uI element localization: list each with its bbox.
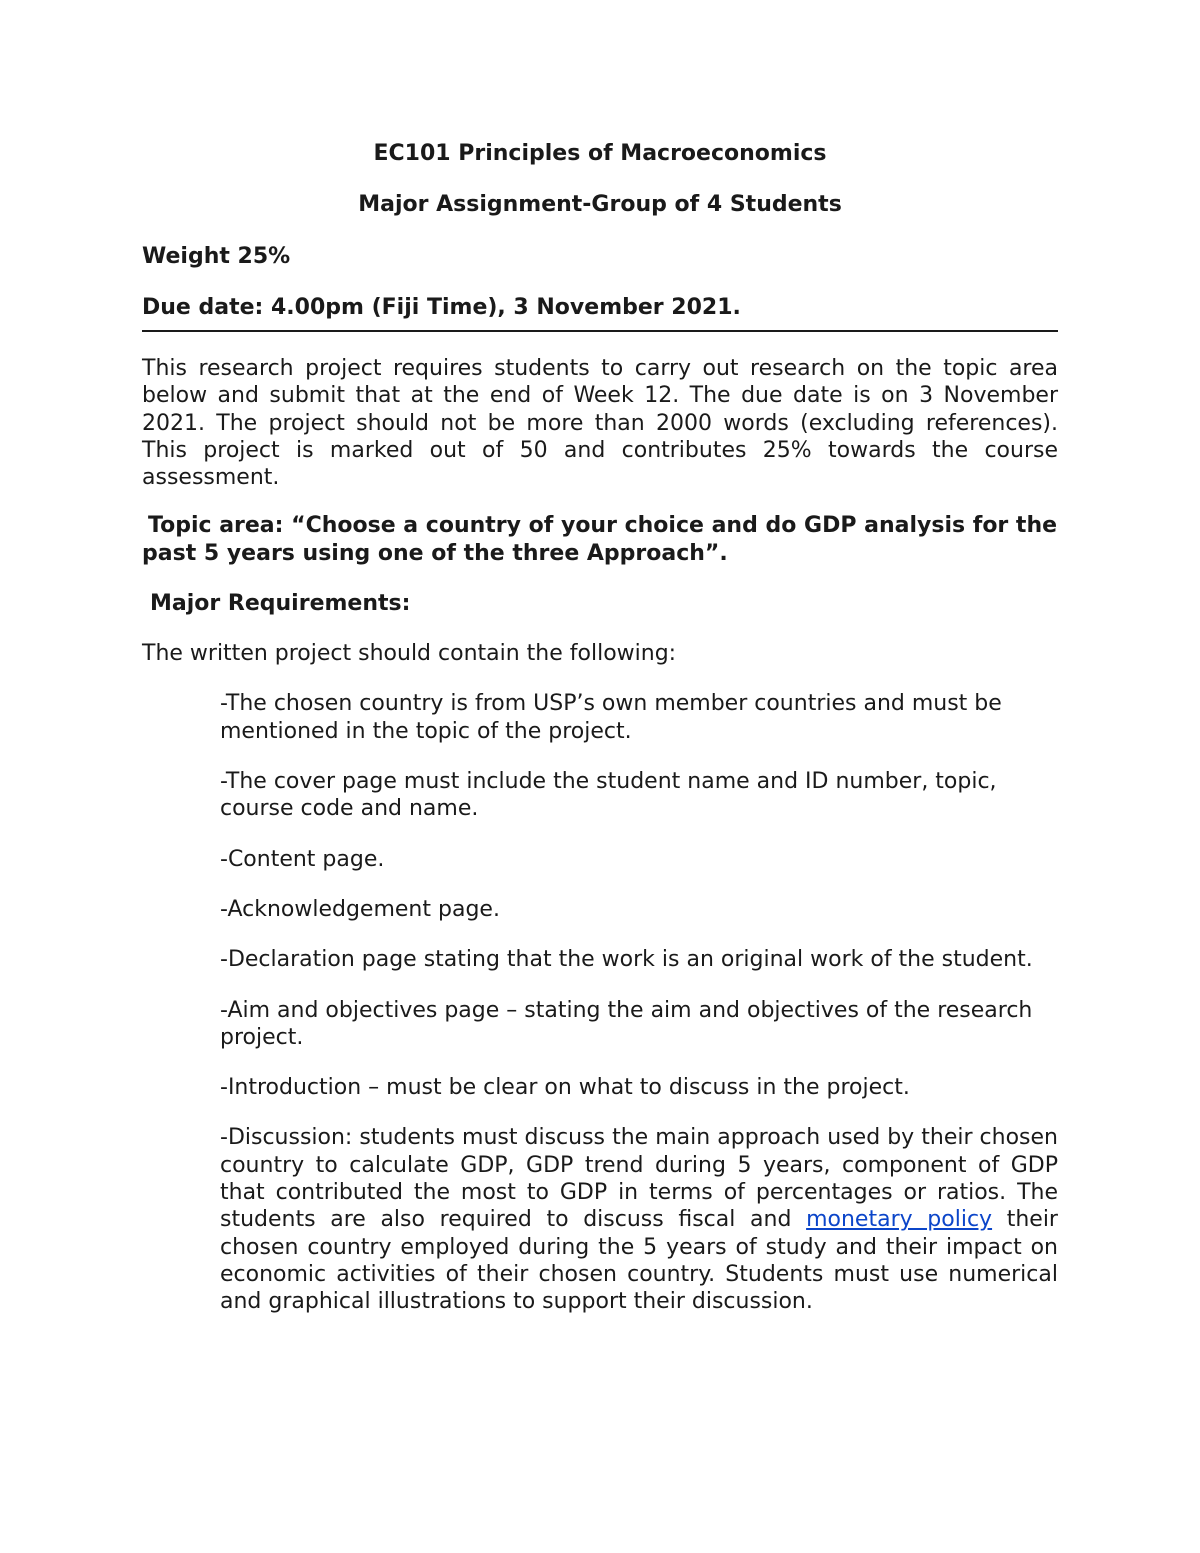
- list-item: -Content page.: [220, 846, 385, 872]
- discussion-item: [220, 1124, 1058, 1315]
- list-item: -Introduction – must be clear on what to discuss in the project.: [220, 1075, 910, 1101]
- requirements-list: [142, 690, 1058, 1315]
- discussion-text-end: their chosen country employed during the 5 years of study and their impact on economic activities of their chosen country. Students must use numerical and graphical illustrations to support their discussion.: [220, 1207, 1058, 1315]
- document-page: [142, 138, 1058, 1339]
- due-date: Due date: 4.00pm (Fiji Time), 3 November 2021.: [142, 292, 1058, 332]
- list-item: -Declaration page stating that the work is an original work of the student.: [220, 947, 1033, 973]
- topic-area: Topic area: “Choose a country of your choice and do GDP analysis for the past 5 years using one of the three Approach”.: [142, 513, 1058, 567]
- intro-paragraph: This research project requires students to carry out research on the topic area below and submit that at the end of Week 12. The due date is on 3 November 2021. The project should not be more than 2000 words (excluding references). This project is marked out of 50 and contributes 25% towards the course assessment.: [142, 356, 1058, 491]
- list-item: -Acknowledgement page.: [220, 896, 500, 922]
- monetary-policy-link[interactable]: monetary policy: [806, 1207, 993, 1233]
- list-item: -The chosen country is from USP’s own member countries and must be mentioned in the topic of the project.: [220, 691, 1002, 744]
- weight-label: Weight 25%: [142, 244, 291, 269]
- requirements-lead: The written project should contain the following:: [142, 641, 677, 667]
- assignment-title: Major Assignment-Group of 4 Students: [358, 192, 842, 217]
- requirements-heading: Major Requirements:: [150, 591, 411, 617]
- list-item: -The cover page must include the student name and ID number, topic, course code and name.: [220, 769, 997, 822]
- discussion-text-start: -Discussion: students must discuss the main approach used by their chosen country to calculate GDP, GDP trend during 5 years, component of GDP that contributed the most to GDP in terms of percentages or ratios. The students are also required to discuss fiscal and: [220, 1125, 1058, 1233]
- course-title: EC101 Principles of Macroeconomics: [373, 141, 827, 166]
- list-item: -Aim and objectives page – stating the aim and objectives of the research project.: [220, 997, 1033, 1050]
